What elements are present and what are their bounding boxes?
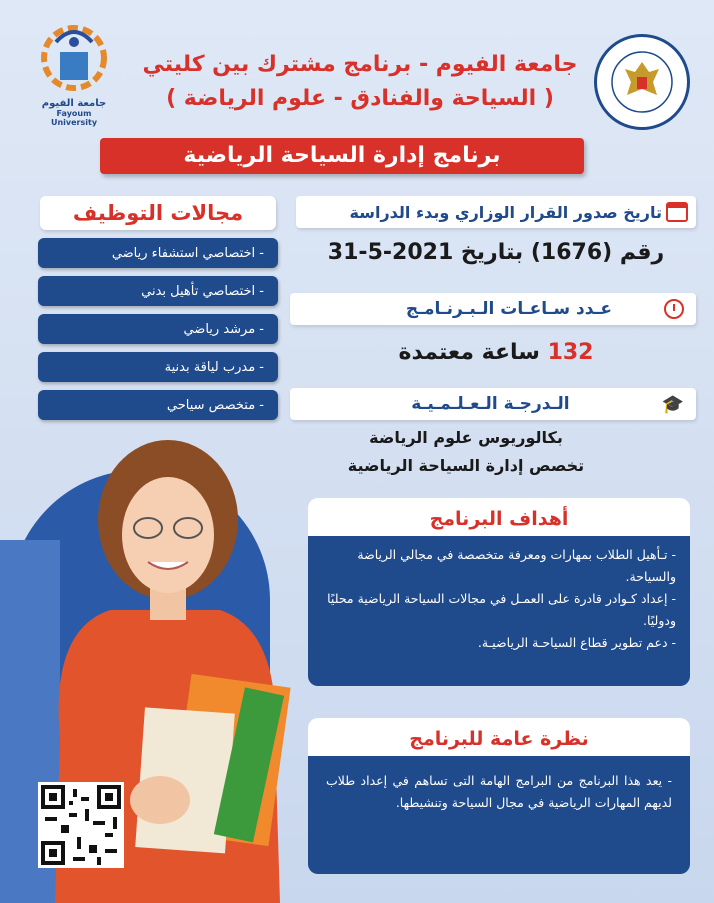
university-name-ar: جامعة الفيوم <box>41 98 107 109</box>
header-line1: جامعة الفيوم - برنامج مشترك بين كليتي <box>142 52 578 77</box>
career-item: - مرشد رياضي <box>38 314 278 344</box>
overview-heading: نظرة عامة للبرنامج <box>308 718 690 756</box>
hours-pill <box>290 293 696 325</box>
objective-item: - دعم تطوير قطاع السياحـة الرياضيـة. <box>477 635 676 650</box>
degree-pill <box>290 388 696 420</box>
university-emblem-icon <box>34 22 124 94</box>
qr-code[interactable] <box>38 782 124 868</box>
careers-heading: مجالات التوظيف <box>40 196 276 230</box>
hours-value <box>296 340 696 365</box>
degree-line2: تخصص إدارة السياحة الرياضية <box>347 456 585 475</box>
objective-item: - إعداد كـوادر قادرة على العمـل في مجالات السياحة الرياضية محليًا ودوليًا. <box>327 591 676 628</box>
overview-text: - يعد هذا البرنامج من البرامج الهامة التى تساهم في إعداد طلاب لديهم المهارات الرياضية في مجال السياحة وتنشيطها. <box>326 773 672 810</box>
hours-unit: ساعة معتمدة <box>398 340 540 365</box>
career-item: - اختصاصي تأهيل بدني <box>38 276 278 306</box>
header-line2: ( السياحة والفنادق - علوم الرياضة ) <box>166 86 554 111</box>
career-item: - متخصص سياحي <box>38 390 278 420</box>
hours-number: 132 <box>547 340 594 365</box>
ministry-seal-logo <box>594 34 690 130</box>
objectives-heading: أهداف البرنامج <box>308 498 690 536</box>
decree-value: رقم (1676) بتاريخ 2021-5-31 <box>327 240 665 265</box>
overview-body <box>308 756 690 874</box>
career-item: - اختصاصي استشفاء رياضي <box>38 238 278 268</box>
objective-item: - تـأهيل الطلاب بمهارات ومعرفة متخصصة في مجالي الرياضة والسياحة. <box>357 547 676 584</box>
university-name-en: Fayoum University <box>50 109 98 127</box>
decree-pill <box>296 196 696 228</box>
degree-label: الـدرجـة الـعـلـمـيـة <box>411 394 570 414</box>
clock-icon <box>664 299 684 319</box>
career-item: - مدرب لياقة بدنية <box>38 352 278 382</box>
calendar-icon <box>666 202 688 222</box>
fayoum-university-logo <box>34 22 124 127</box>
decree-label: تاريخ صدور القرار الوزاري وبدء الدراسة <box>349 202 662 222</box>
degree-line1: بكالوريوس علوم الرياضة <box>369 428 563 447</box>
hours-label: عـدد سـاعـات الـبـرنـامـج <box>405 299 612 319</box>
eagle-emblem-icon <box>597 37 687 127</box>
program-title-banner: برنامج إدارة السياحة الرياضية <box>100 138 584 174</box>
graduation-cap-icon: 🎓 <box>661 393 684 415</box>
objectives-body <box>308 536 690 686</box>
qr-code-icon <box>41 785 121 865</box>
